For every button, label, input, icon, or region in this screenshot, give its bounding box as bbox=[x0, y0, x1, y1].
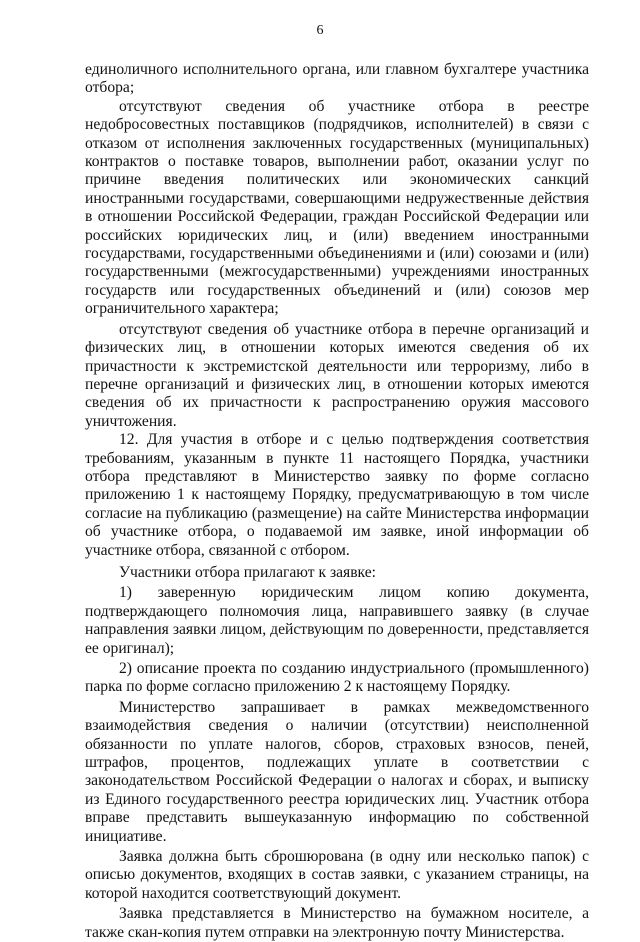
paragraph-unfair-suppliers-registry: отсутствуют сведения об участнике отбора в реестре недобросовестных поставщиков (подрядчиков, исполнителей) в связи с отказом от исполнения заключенных государственных (муниципальных) контрактов о поставке товаров, выполнении работ, оказании услуг по причине введения политических или экономических санкций иностранными государствами, совершающими недружественные действия в отношении Российской Федерации, граждан Российской Федерации или российских юридических лиц, и (или) введением иностранными государствами, государственными объединениями и (или) союзами и (или) государственными (межгосударственными) учреждениями иностранных государств или государственных объединений и (или) союзов мер ограничительного характера; bbox=[85, 97, 589, 318]
page-number: 6 bbox=[316, 23, 324, 38]
paragraph-attachment-1: 1) заверенную юридическим лицом копию документа, подтверждающего полномочия лица, направившего заявку (в случае направления заявки лицом, действующим по доверенности, представляется ее оригинал); bbox=[85, 584, 589, 657]
paragraph-continuation: единоличного исполнительного органа, или главном бухгалтере участника отбора; bbox=[85, 61, 589, 97]
paragraph-binding-requirements: Заявка должна быть сброшюрована (в одну или несколько папок) с описью документов, входящих в состав заявки, с указанием страницы, на которой находится соответствующий документ. bbox=[85, 848, 589, 902]
paragraph-interagency-request: Министерство запрашивает в рамках межведомственного взаимодействия сведения о наличии (отсутствии) неисполненной обязанности по уплате налогов, сборов, страховых взносов, пеней, штрафов, процентов, подлежащих уплате в соответствии с законодательством Российской Федерации о налогах и сборах, и выписку из Единого государственного реестра юридических лиц. Участник отбора вправе представить вышеуказанную информацию по собственной инициативе. bbox=[85, 698, 589, 845]
document-body bbox=[85, 61, 589, 942]
paragraph-submission-method: Заявка представляется в Министерство на бумажном носителе, а также скан-копия путем отправки на электронную почту Министерства. bbox=[85, 905, 589, 941]
paragraph-attachment-2: 2) описание проекта по созданию индустриального (промышленного) парка по форме согласно приложению 2 к настоящему Порядку. bbox=[85, 660, 589, 696]
paragraph-extremism-list: отсутствуют сведения об участнике отбора в перечне организаций и физических лиц, в отношении которых имеются сведения об их причастности к экстремистской деятельности или терроризму, либо в перечне организаций и физических лиц, в отношении которых имеются сведения об их причастности к распространению оружия массового уничтожения. bbox=[85, 320, 589, 430]
paragraph-item-12: 12. Для участия в отборе и с целью подтверждения соответствия требованиям, указанным в пункте 11 настоящего Порядка, участники отбора представляют в Министерство заявку по форме согласно приложению 1 к настоящему Порядку, предусматривающую в том числе согласие на публикацию (размещение) на сайте Министерства информации об участнике отбора, о подаваемой им заявке, иной информации об участнике отбора, связанной с отбором. bbox=[85, 431, 589, 559]
paragraph-attachments-intro: Участники отбора прилагают к заявке: bbox=[119, 563, 376, 581]
